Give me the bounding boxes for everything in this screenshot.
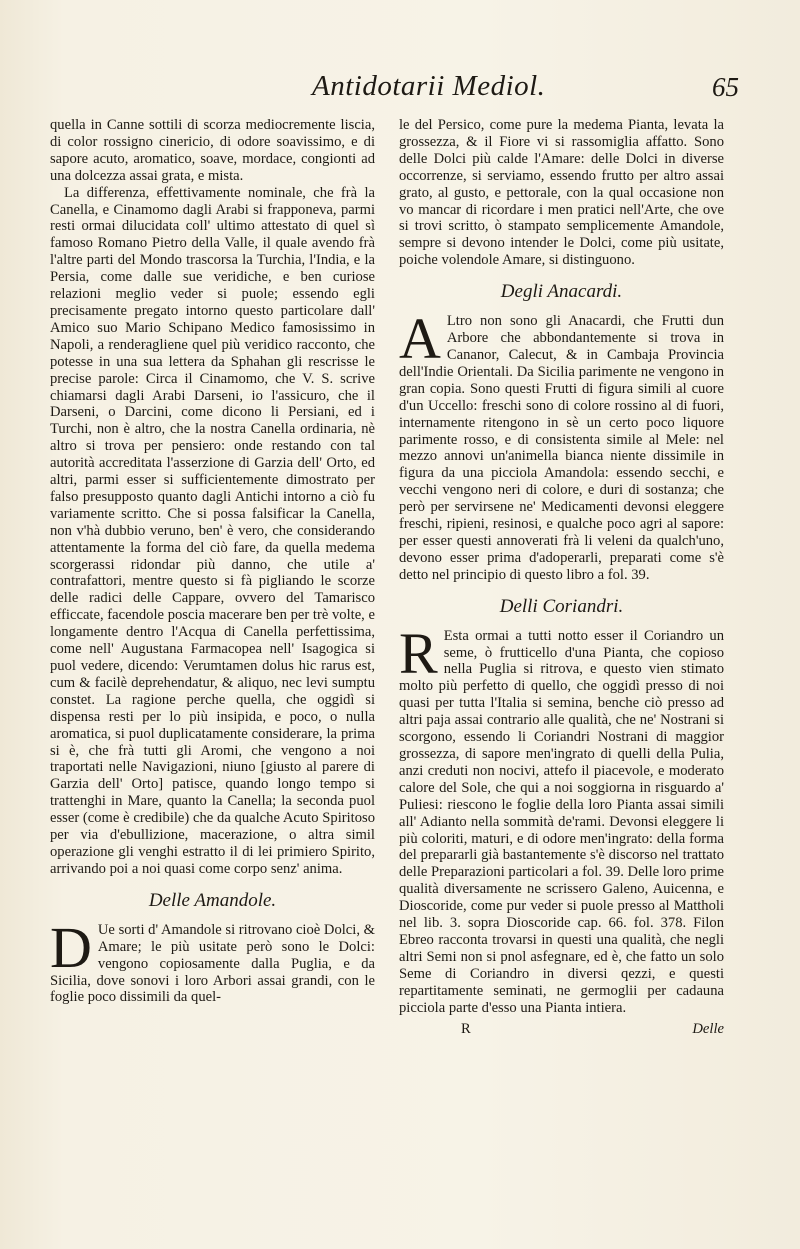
paragraph: le del Persico, come pure la medema Pianta, levata la grossezza, & il Fiore vi si rassomiglia affatto. Sono delle Dolci più calde l'Amare: delle Dolci in diverse occorrenze, si serviamo, essendo frutto per altro assai grato, al gusto, e pettorale, con la qual occasione non vo mancar di ricordare i men pratici nell'Arte, che ove si trovi scritto, ò stampato semplicemente Amandole, sempre si devono intender le Dolci, come più usitate, poiche volendole Amare, si distinguono. — [399, 117, 724, 269]
running-title: Antidotarii Mediol. — [312, 70, 546, 102]
section-heading-amandole: Delle Amandole. — [148, 889, 277, 911]
paragraph: REsta ormai a tutti notto esser il Coriandro un seme, ò frutticello d'una Pianta, che copioso nella Puglia si ritrova, e questo vien stimato molto più perfetto di quello, che oggidì presso di noi quasi per tutta l'Italia si semina, benche ciò presso ad altri paja assai contrario alle qualità, che ne' Nostrani si scorgono, essendo li Coriandri Nostrani di maggior grossezza, di sapore men'ingrato di quelli della Pulia, anzi creduti non nocivi, attefo il piacevole, e moderato calore del Sole, che qui a noi soggiorna in risguardo a' Puliesi: riescono le foglie della loro Pianta assai simili all' Adianto nella sommità de'rami. Devonsi eleggere li più coloriti, maturi, e di odore men'ingrato: della forma del prepararli già bastantemente s'è discorso nel trattato delle Preparazioni particolari a fol. 39. Delle loro prime qualità diversamente ne scrissero Galeno, Auicenna, e Dioscoride, come pur veder si puole presso al Mattholi nel lib. 3. sopra Dioscoride cap. 66. fol. 378. Filon Ebreo racconta trovarsi in questi una qualità, che negli altri Semi non si pnol asfegnare, ed è, che fatto un solo Seme di Coriandro in diversi qezzi, e questi repartitamente seminati, ne germoglii per cadauna picciola parte d'esso una Pianta intiera. — [399, 620, 724, 1016]
paragraph: DUe sorti d' Amandole si ritrovano cioè Dolci, & Amare; le più usitate però sono le Dolci: vengono copiosamente dalla Puglia, e da Sicilia, dove sonovi i loro Arbori assai grandi, con le foglie poco dissimili da quel- — [50, 914, 375, 1006]
right-column — [399, 117, 724, 1039]
page-footer — [399, 1021, 724, 1039]
catchword: Delle — [692, 1020, 724, 1037]
section-heading-coriandri: Delli Coriandri. — [499, 595, 624, 617]
signature-mark: R — [461, 1020, 471, 1037]
paragraph: ALtro non sono gli Anacardi, che Frutti dun Arbore che abbondantemente si trova in Cananor, Calecut, & in Cambaja Provincia dell'Indie Orientali. Da Sicilia parimente ne vengono in gran copia. Sono questi Frutti di figura simili al cuore d'un Uccello: freschi sono di colore rossino al di fuori, internamente ritengono in sè un certo poco liquore parimente rosso, e di consistenta simile al Mele: nel mezzo annovi un'animella bianca niente dissimile in figura da una picciola Amandola: essendo secchi, e vecchi vengono neri di colore, e duri di sostanza; che però per servirsene ne' Medicamenti devonsi eleggere freschi, ripieni, resinosi, e qualche poco agri al sapore: per esser questi annoverati frà li veleni da qualch'uno, devono esser prima d'adoperarli, preparati come s'è detto nel principio di questo libro a fol. 39. — [399, 306, 724, 583]
left-column — [50, 117, 375, 1006]
page-header — [0, 70, 800, 110]
paragraph: quella in Canne sottili di scorza mediocremente liscia, di color rossigno cinericio, di odore soavissimo, e di sapore acuto, aromatico, soave, mordace, congionti ad una dolcezza assai grata, e mista. — [50, 117, 375, 184]
page-number: 65 — [712, 72, 739, 102]
section-heading-anacardi: Degli Anacardi. — [500, 281, 623, 303]
paragraph: La differenza, effettivamente nominale, che frà la Canella, e Cinamomo dagli Arabi si frapponeva, parmi resti ormai dilucidata coll' ultimo attestato di quel sì famoso Romano Pietro della Valle, il quale avendo frà l'altre parti del Mondo trascorsa la Turchia, l'India, e la Persia, come dalle sue veridiche, e ben curiose relazioni meglio veder si puole; essendo egli precisamente pregato intorno questo particolare dall' Amico suo Mario Schipano Medico famosissimo in Napoli, a renderagliene quel più veridico racconto, che potesse in una sua lettera da Sphahan gli rescrisse le precise parole: Circa il Cinamomo, che V. S. scrive chiamarsi dagli Arabi Darseni, io l'assicuro, che il Darseni, o Darcini, come dicono li Persiani, ed i Turchi, non è altro, che la nostra Canella ordinaria, nè altro si trova per pensiero: onde restando con tal autorità accreditata l'asserzione di Garzia dell' Orto, ed altri, parmi esser si sufficientemente dimostrato per falso presupposto quanto dagli Antichi intorno a ciò fu variamente scritto. Che si possa falsificar la Canella, non v'hà dubbio veruno, ben' è vero, che considerando attentamente la forma del ciò fare, da quella medema scorgerassi ridondar più danno, che utile a' contrafattori, mentre questo si fà pigliando le scorze delle radici delle Cappare, ovvero del Tamarisco efficcate, facendole poscia macerare ben per trè volte, e longamente dentro l'Acqua di Canella perfettissima, come nell' Augustana Farmacopea nell' Isagogica si puol vedere, dicendo: Verumtamen dolus hic rarus est, cum & facilè deprehendatur, & aliquo, nec levi sumptu constet. La ragione perche quella, che oggidì si dispensa resti per lo più insipida, e poco, o nulla aromatica, si puol duplicatamente considerare, la prima si è, che frà tutti gli Aromi, che vengono a noi traportati nelle Navigazioni, niuno [giusto al parere di Garzia dell' Orto] patisce, quando longo tempo si trattenghi in Mare, quanto la Canella; la seconda puol esser (come è credibile) che da qualche Acuto Spiritoso per via d'ebullizione, macerazione, o altra simil operazione gli venghi estratto il di lei primiero Spirito, arrivando poi a noi quasi come corpo senz' anima. — [50, 184, 375, 877]
